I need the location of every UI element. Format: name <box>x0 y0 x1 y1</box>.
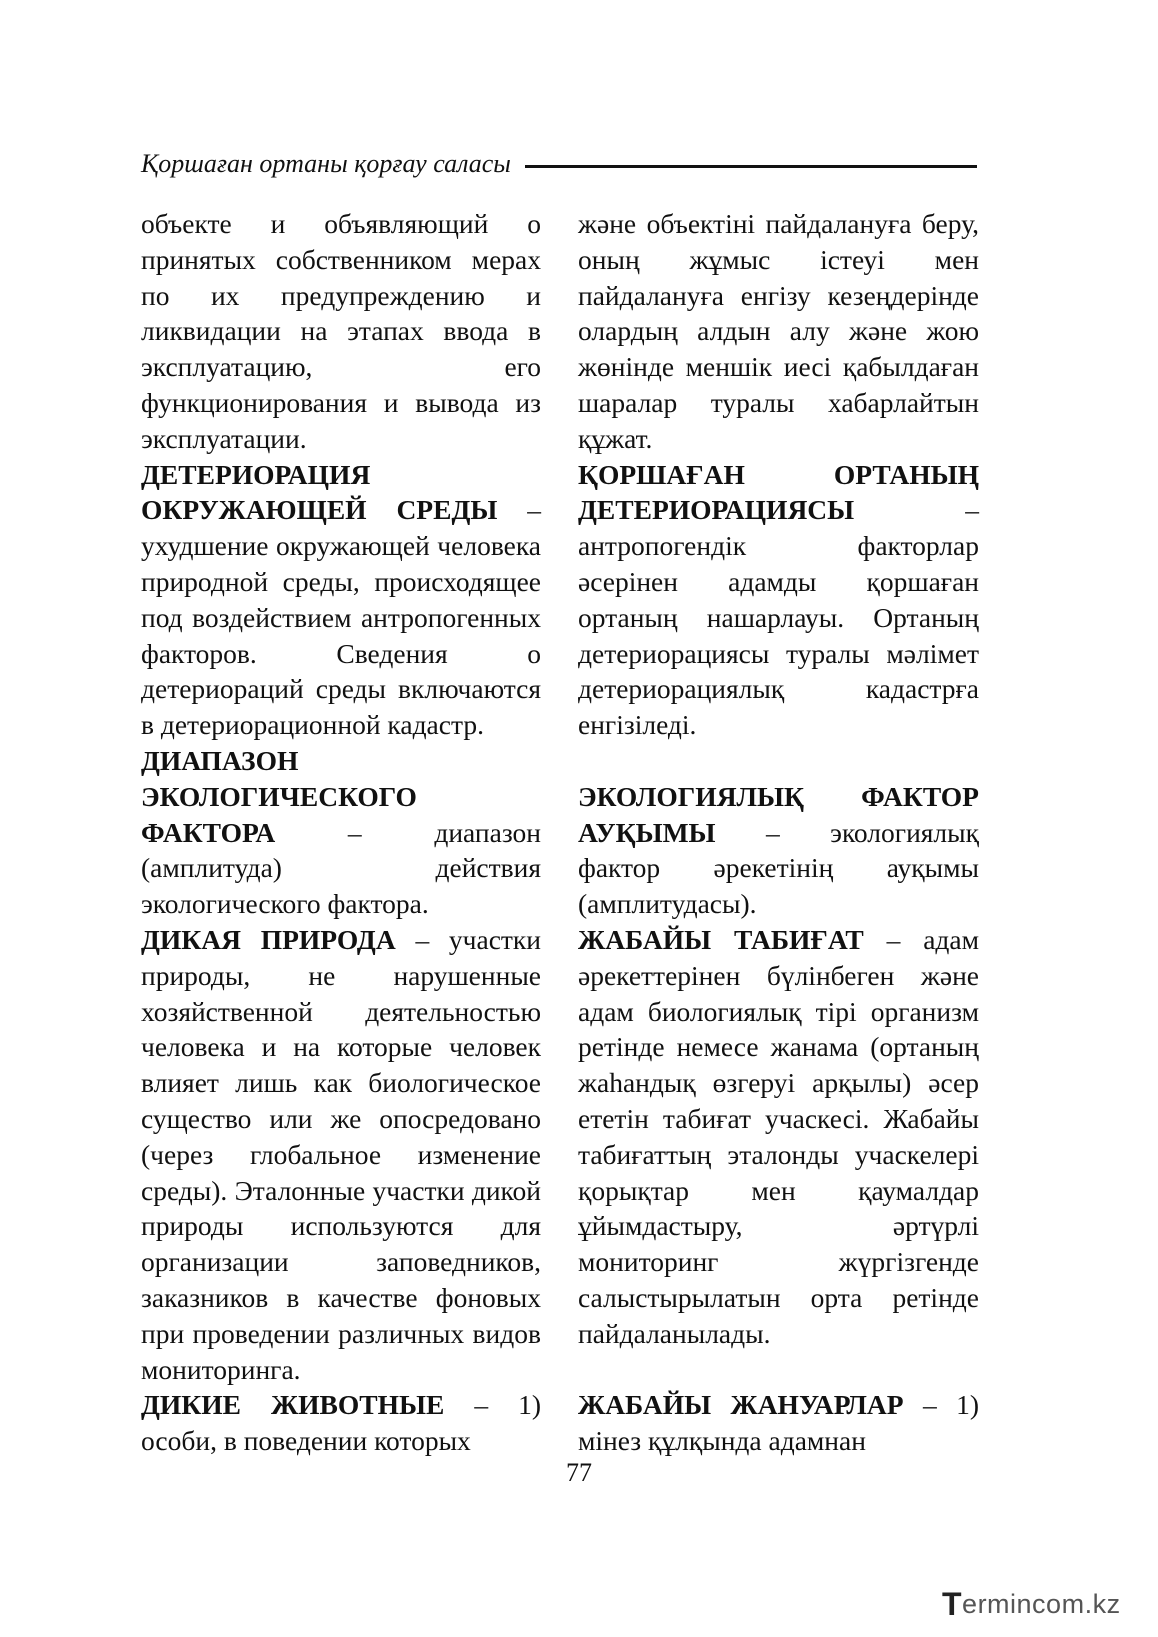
running-header <box>141 144 977 184</box>
left-column <box>141 206 541 1459</box>
entry-term: ДЕТЕРИОРАЦИЯ ОКРУЖАЮЩЕЙ СРЕДЫ <box>141 458 498 526</box>
entry-wild-nature <box>578 922 979 1352</box>
watermark-prefix: T <box>942 1585 963 1622</box>
entry-term: ДИАПАЗОН ЭКОЛОГИЧЕСКОГО ФАКТОРА <box>141 744 417 848</box>
entry-term: ЖАБАЙЫ ТАБИҒАТ <box>578 923 864 955</box>
entry-deterioration <box>578 457 979 743</box>
spacer <box>578 743 979 779</box>
entry-text: – ухудшение окружающей человека природной среды, происходящее под воздействием антропогенных факторов. Сведения о детериораций среды включаются в детериорационной кадастр. <box>141 494 541 741</box>
header-title: Қоршаған ортаны қорғау саласы <box>141 149 511 178</box>
entry-continuation <box>141 206 541 457</box>
entry-text: – адам әрекеттерінен бүлінбеген және адам биологиялық тірі организм ретінде немесе жанама (ортаның жаһандық өзгеруі арқылы) әсер ететін табиғат учаскесі. Жабайы табиғаттың эталонды учаскелері қорықтар мен қаумалдар ұйымдастыру, әртүрлі мониторинг жүргізгенде салыстырылатын орта ретінде пайдаланылады. <box>578 923 979 1349</box>
entry-text: – 1) особи, в поведении которых <box>141 1389 541 1457</box>
entry-term: ДИКИЕ ЖИВОТНЫЕ <box>141 1389 445 1421</box>
right-column <box>578 206 979 1459</box>
entry-text: – 1) мінез құлқында адамнан <box>578 1389 979 1457</box>
entry-text: – экологиялық фактор әрекетінің ауқымы (амплитудасы). <box>578 816 979 920</box>
entry-ecological-factor-range <box>578 779 979 922</box>
entry-term: ҚОРШАҒАН ОРТАНЫҢ ДЕТЕРИОРАЦИЯСЫ <box>578 458 979 526</box>
entry-wild-animals <box>141 1387 541 1459</box>
entry-wild-nature <box>141 922 541 1387</box>
entry-text: – антропогендік факторлар әсерінен адамды қоршаған ортаның нашарлауы. Ортаның детериорациясы туралы мәлімет детериорациялық кадастрға енгізіледі. <box>578 494 979 741</box>
entry-text: объекте и объявляющий о принятых собственником мерах по их предупреждению и ликвидации на этапах ввода в эксплуатацию, его функционирования и вывода из эксплуатации. <box>141 208 541 454</box>
entry-term: ЭКОЛОГИЯЛЫҚ ФАКТОР АУҚЫМЫ <box>578 780 979 848</box>
header-rule <box>525 165 977 168</box>
watermark-logo <box>942 1587 1121 1621</box>
spacer <box>578 1352 979 1388</box>
entry-wild-animals <box>578 1387 979 1459</box>
watermark-text: ermincom.kz <box>962 1588 1121 1619</box>
entry-text: – диапазон (амплитуда) действия экологического фактора. <box>141 816 541 920</box>
entry-text: және объектіні пайдалануға беру, оның жұмыс істеуі мен пайдалануға енгізу кезеңдерінде олардың алдын алу және жою жөнінде меншік иесі қабылдаған шаралар туралы хабарлайтын құжат. <box>578 208 979 454</box>
entry-continuation <box>578 206 979 457</box>
entry-text: – участки природы, не нарушенные хозяйственной деятельностью человека и на которые человек влияет лишь как биологическое существо или же опосредовано (через глобальное изменение среды). Эталонные участки дикой природы используются для организации заповедников, заказников в качестве фоновых при проведении различных видов мониторинга. <box>141 923 541 1385</box>
page-number: 77 <box>566 1458 592 1487</box>
entry-deterioration <box>141 457 541 743</box>
entry-term: ДИКАЯ ПРИРОДА <box>141 923 396 955</box>
entry-term: ЖАБАЙЫ ЖАНУАРЛАР <box>578 1389 904 1421</box>
entry-ecological-factor-range <box>141 743 541 922</box>
